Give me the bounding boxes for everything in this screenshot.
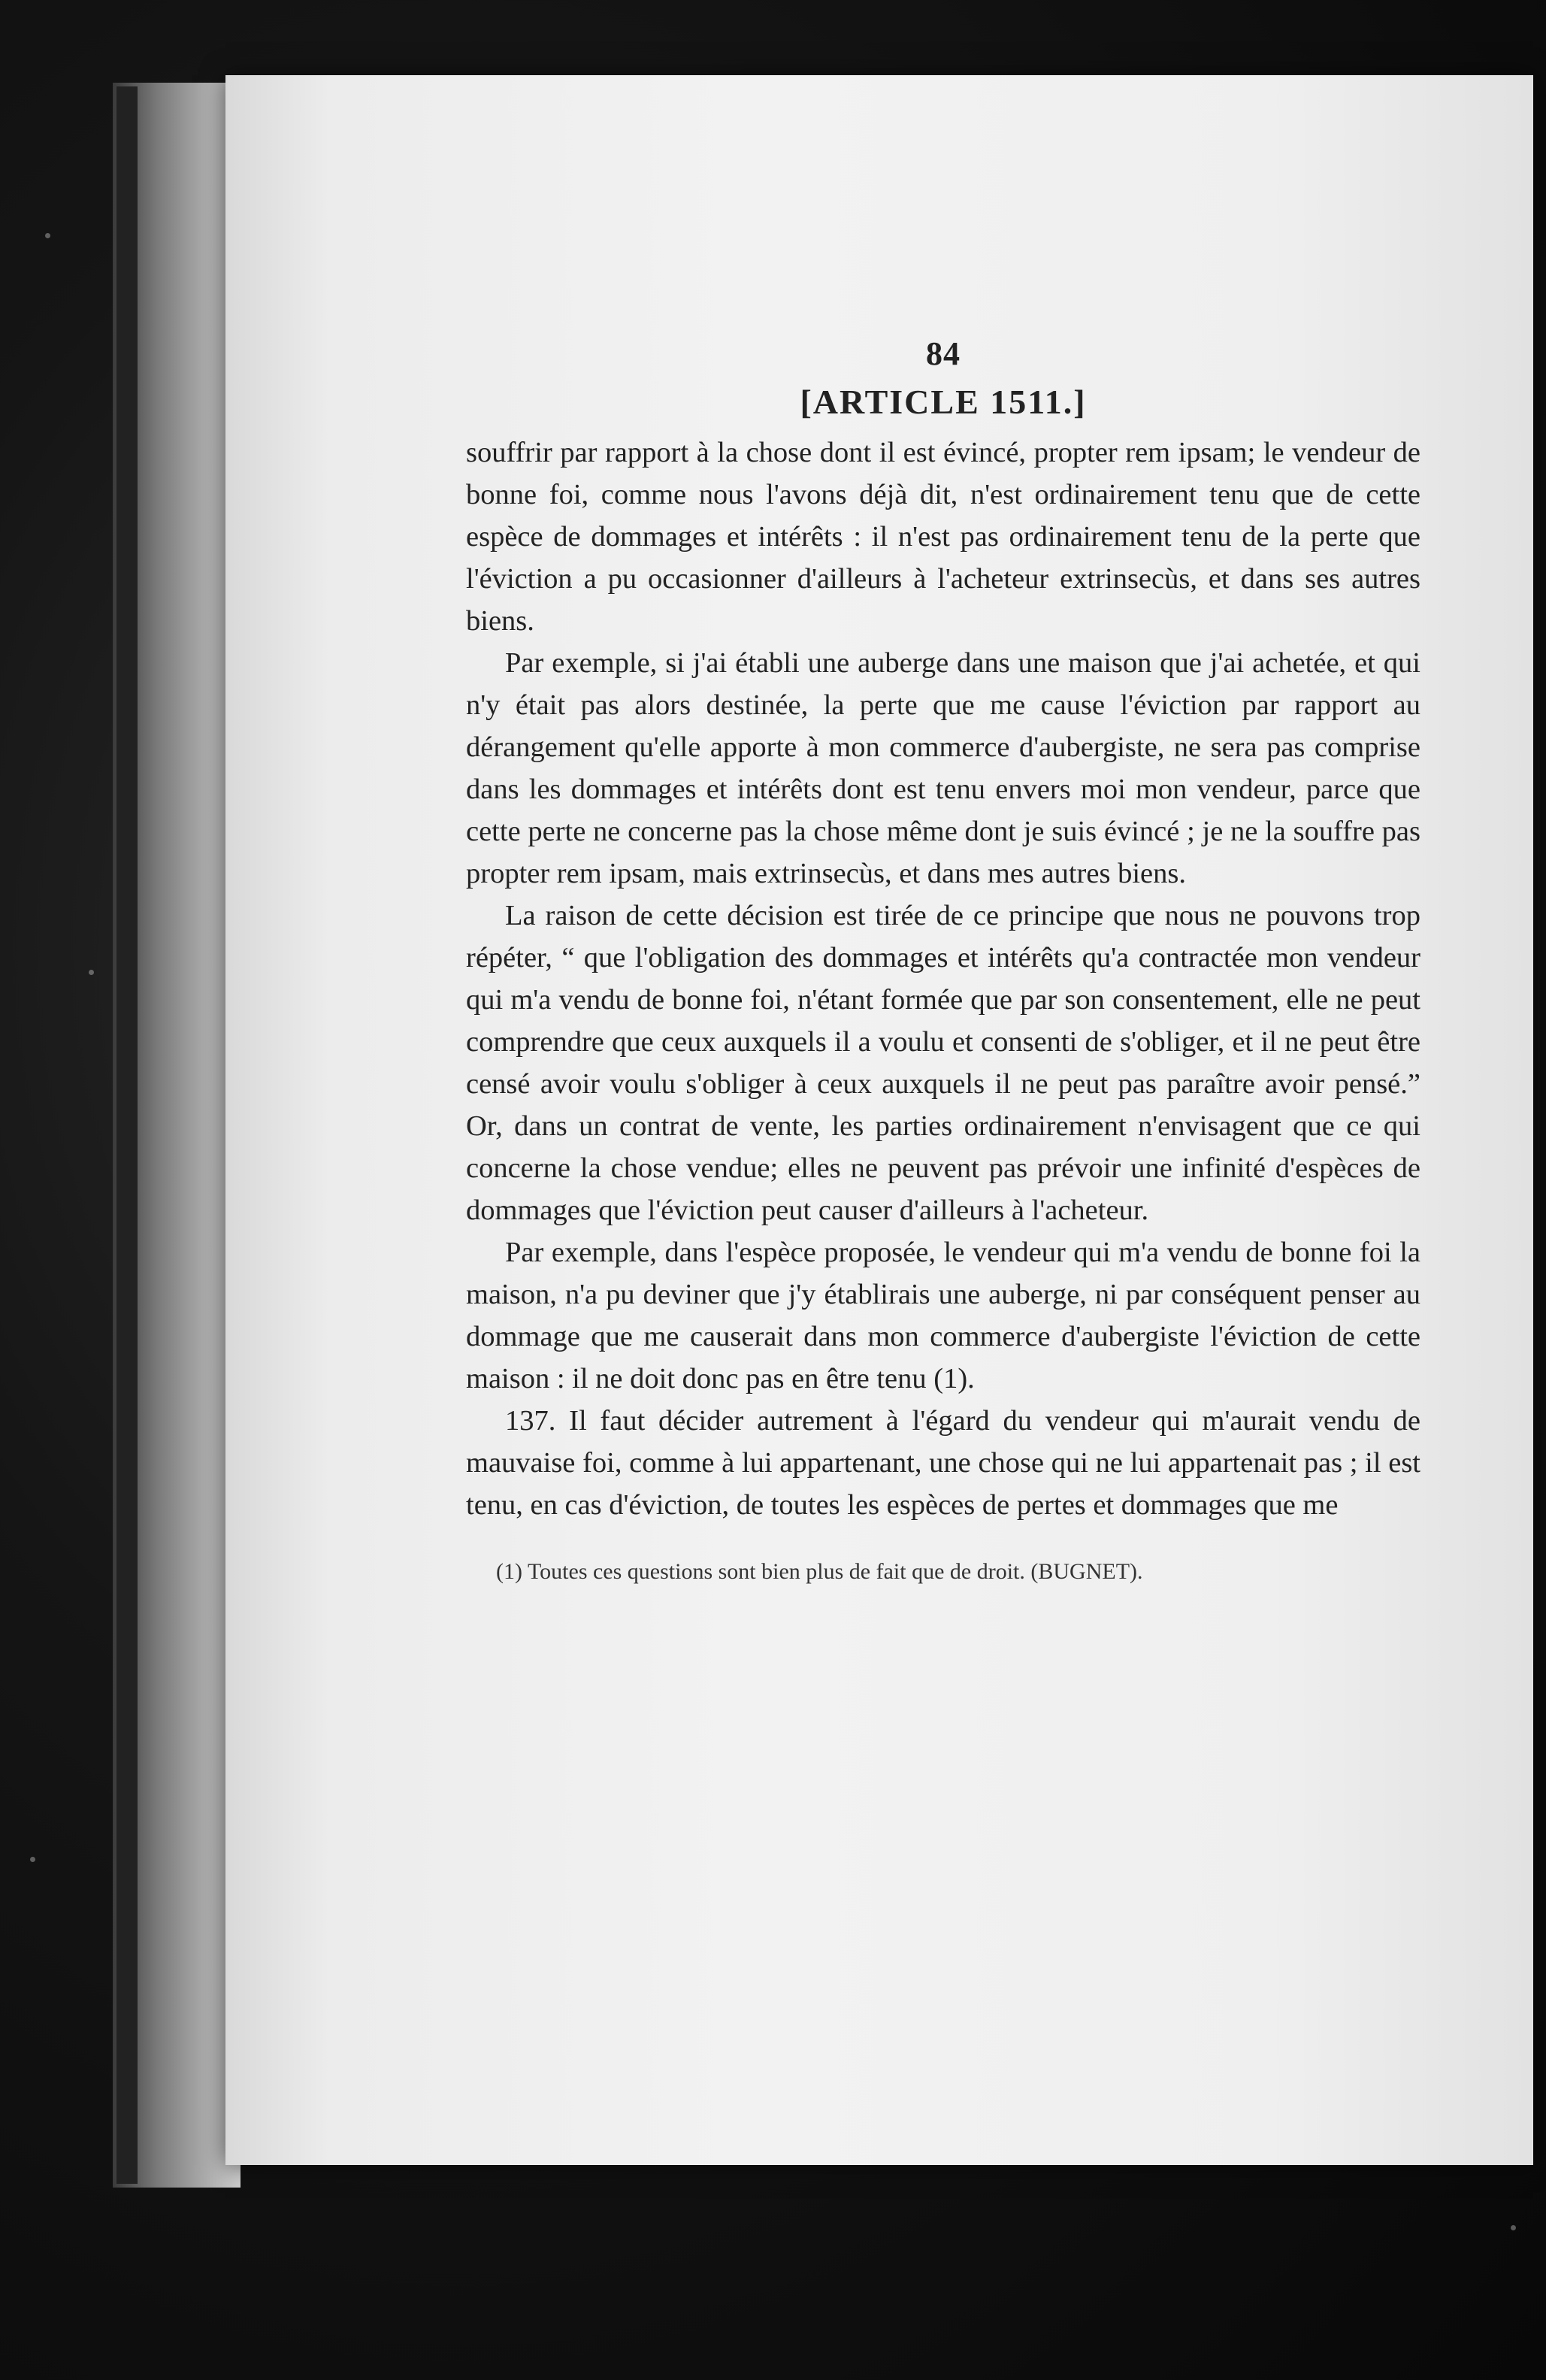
film-speck	[1511, 2225, 1516, 2230]
film-speck	[45, 233, 50, 238]
film-speck	[89, 970, 94, 975]
paragraph: 137. Il faut décider autrement à l'égard du vendeur qui m'aurait vendu de mauvaise foi, comme à lui appartenant, une chose qui ne lui appartenait pas ; il est tenu, en cas d'éviction, de toutes les espèces de pertes et dommages que me	[466, 1405, 1420, 1521]
footnote: (1) Toutes ces questions sont bien plus de fait que de droit. (BUGNET).	[496, 1559, 1143, 1584]
paragraph: souffrir par rapport à la chose dont il est évincé, propter rem ipsam; le vendeur de bonne foi, comme nous l'avons déjà dit, n'est ordinairement tenu que de cette espèce de dommages et intérêts : il n'est pas ordinairement tenu de la perte que l'éviction a pu occasionner d'ailleurs à l'acheteur extrinsecùs, et dans ses autres biens.	[466, 437, 1420, 637]
film-speck	[30, 1857, 35, 1862]
paragraph: Par exemple, si j'ai établi une auberge dans une maison que j'ai achetée, et qui n'y était pas alors destinée, la perte que me cause l'éviction par rapport au dérangement qu'elle apporte à mon commerce d'aubergiste, ne sera pas comprise dans les dommages et intérêts dont est tenu envers moi mon vendeur, parce que cette perte ne concerne pas la chose même dont je suis évincé ; je ne la souffre pas propter rem ipsam, mais extrinsecùs, et dans mes autres biens.	[466, 647, 1420, 889]
running-head: [ARTICLE 1511.]	[800, 383, 1087, 421]
page-number: 84	[926, 335, 961, 372]
paragraph: La raison de cette décision est tirée de ce principe que nous ne pouvons trop répéter, “ que l'obligation des dommages et intérêts qu'a contractée mon vendeur qui m'a vendu de bonne foi, n'étant formée que par son consentement, elle ne peut comprendre que ceux auxquels il a voulu et consenti de s'obliger, et il ne peut être censé avoir voulu s'obliger à ceux auxquels il ne peut pas paraître avoir pensé.” Or, dans un contrat de vente, les parties ordinairement n'envisagent que ce qui concerne la chose vendue; elles ne peuvent pas prévoir une infinité d'espèces de dommages que l'éviction peut causer d'ailleurs à l'acheteur.	[466, 900, 1420, 1226]
footnote-separator	[466, 1526, 1420, 1556]
book-edge	[116, 86, 138, 2184]
paragraph: Par exemple, dans l'espèce proposée, le vendeur qui m'a vendu de bonne foi la maison, n'a pu deviner que j'y établirais une auberge, ni par conséquent penser au dommage que me causerait dans mon commerce d'aubergiste l'éviction de cette maison : il ne doit donc pas en être tenu (1).	[466, 1237, 1420, 1394]
page-text	[466, 331, 1420, 1588]
